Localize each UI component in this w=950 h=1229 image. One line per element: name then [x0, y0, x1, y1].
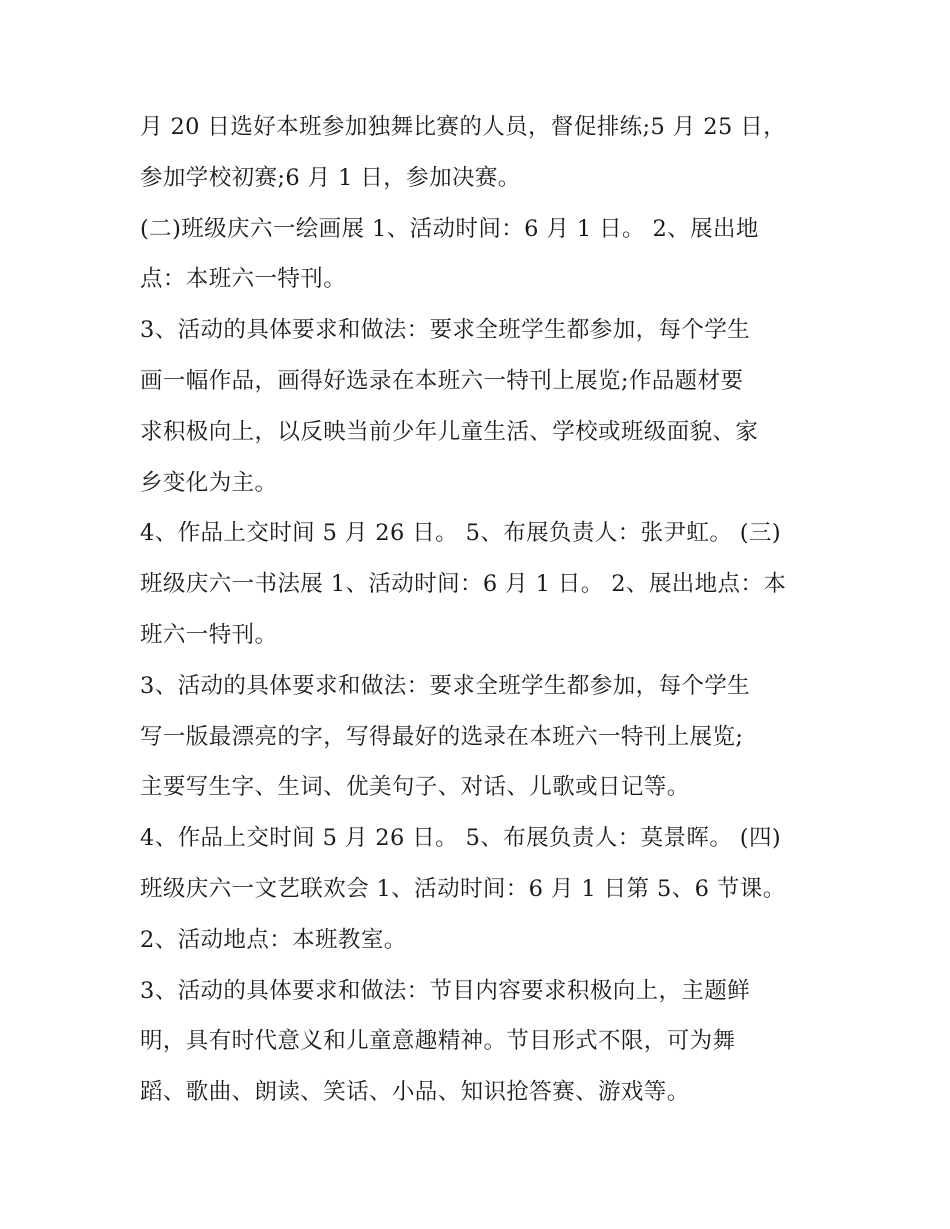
- text-line: 明，具有时代意义和儿童意趣精神。节目形式不限，可为舞: [140, 1028, 736, 1055]
- text-line: 3、活动的具体要求和做法：节目内容要求积极向上，主题鲜: [140, 977, 751, 1004]
- document-body: [140, 102, 820, 1118]
- text-line: 写一版最漂亮的字，写得最好的选录在本班六一特刊上展览;: [140, 723, 744, 750]
- text-line: 蹈、歌曲、朗读、笑话、小品、知识抢答赛、游戏等。: [140, 1079, 690, 1106]
- text-line: 2、活动地点：本班教室。: [140, 926, 407, 953]
- text-line: 4、作品上交时间 5 月 26 日。 5、布展负责人：张尹虹。 (三): [140, 520, 782, 547]
- text-line: 班级庆六一文艺联欢会 1、活动时间：6 月 1 日第 5、6 节课。: [140, 875, 786, 902]
- text-line: 参加学校初赛;6 月 1 日，参加决赛。: [140, 164, 521, 191]
- text-line: 画一幅作品，画得好选录在本班六一特刊上展览;作品题材要: [140, 367, 744, 394]
- text-line: 点：本班六一特刊。: [140, 266, 347, 293]
- text-line: 3、活动的具体要求和做法：要求全班学生都参加，每个学生: [140, 317, 751, 344]
- text-line: 月 20 日选好本班参加独舞比赛的人员，督促排练;5 月 25 日，: [140, 114, 787, 140]
- text-line: 3、活动的具体要求和做法：要求全班学生都参加，每个学生: [140, 672, 751, 699]
- text-line: 班级庆六一书法展 1、活动时间：6 月 1 日。 2、展出地点：本: [140, 571, 787, 598]
- text-line: 4、作品上交时间 5 月 26 日。 5、布展负责人：莫景晖。 (四): [140, 825, 782, 852]
- text-line: 乡变化为主。: [140, 469, 278, 496]
- text-line: 求积极向上，以反映当前少年儿童生活、学校或班级面貌、家: [140, 418, 759, 445]
- text-line: (二)班级庆六一绘画展 1、活动时间：6 月 1 日。 2、展出地: [140, 215, 759, 242]
- text-line: 主要写生字、生词、优美句子、对话、儿歌或日记等。: [140, 774, 690, 801]
- text-line: 班六一特刊。: [140, 621, 278, 648]
